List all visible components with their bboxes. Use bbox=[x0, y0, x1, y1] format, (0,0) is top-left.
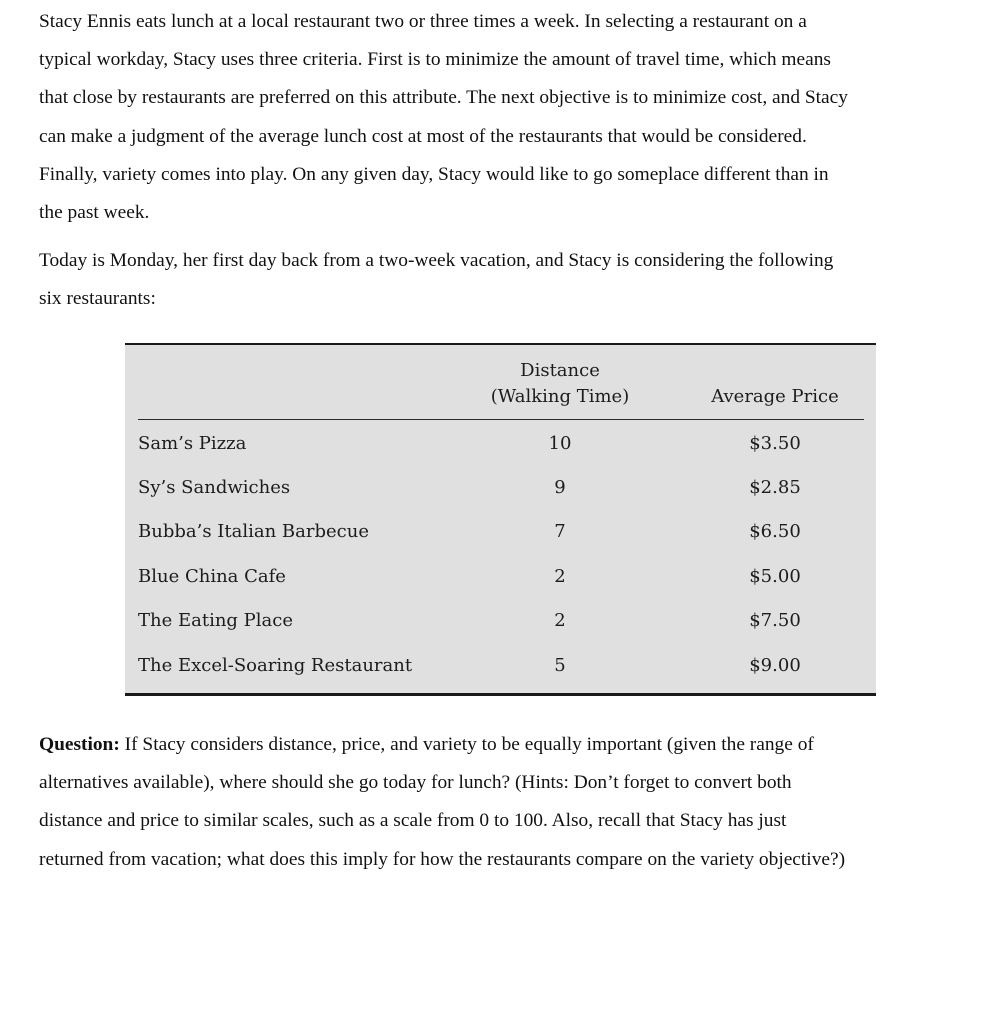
price-value: $7.50 bbox=[749, 610, 801, 631]
intro-paragraph bbox=[39, 3, 848, 232]
restaurant-name: Sy’s Sandwiches bbox=[138, 477, 291, 498]
header-distance-line1: Distance bbox=[520, 360, 600, 381]
distance-value: 9 bbox=[554, 477, 566, 498]
header-rule bbox=[138, 419, 864, 420]
price-value: $2.85 bbox=[749, 477, 801, 498]
header-distance bbox=[465, 358, 655, 410]
question-line: distance and price to similar scales, such as a scale from 0 to 100. Also, recall that Stacy has just bbox=[39, 810, 787, 832]
restaurant-name: Sam’s Pizza bbox=[138, 433, 247, 454]
price-value: $6.50 bbox=[749, 521, 801, 542]
price-value: $3.50 bbox=[749, 433, 801, 454]
question-line bbox=[39, 726, 845, 764]
question-paragraph bbox=[39, 726, 845, 879]
price-value: $5.00 bbox=[749, 566, 801, 587]
intro-line: can make a judgment of the average lunch cost at most of the restaurants that would be considered. bbox=[39, 125, 807, 147]
intro-line: the past week. bbox=[39, 202, 150, 224]
question-first-line-text: If Stacy considers distance, price, and variety to be equally important (given the range of bbox=[119, 734, 814, 755]
setup-line: Today is Monday, her first day back from a two-week vacation, and Stacy is considering the following bbox=[39, 250, 834, 271]
distance-value: 2 bbox=[554, 566, 566, 587]
intro-line: that close by restaurants are preferred on this attribute. The next objective is to minimize cost, and Stacy bbox=[39, 87, 848, 109]
distance-value: 5 bbox=[554, 655, 566, 676]
distance-value: 2 bbox=[554, 610, 566, 631]
header-average-price: Average Price bbox=[711, 386, 839, 407]
restaurant-name: The Eating Place bbox=[138, 610, 294, 631]
table-row bbox=[125, 517, 876, 547]
restaurant-name: The Excel-Soaring Restaurant bbox=[138, 655, 413, 676]
restaurant-name: Blue China Cafe bbox=[138, 566, 286, 587]
intro-line: Finally, variety comes into play. On any given day, Stacy would like to go someplace different than in bbox=[39, 163, 829, 185]
table-row bbox=[125, 429, 876, 459]
table-row bbox=[125, 562, 876, 592]
table-row bbox=[125, 606, 876, 636]
table-row bbox=[125, 651, 876, 681]
setup-line: six restaurants: bbox=[39, 288, 156, 310]
restaurant-name: Bubba’s Italian Barbecue bbox=[138, 521, 369, 542]
intro-line: Stacy Ennis eats lunch at a local restaurant two or three times a week. In selecting a restaurant on a bbox=[39, 11, 807, 32]
question-line: returned from vacation; what does this imply for how the restaurants compare on the variety objective?) bbox=[39, 848, 846, 870]
price-value: $9.00 bbox=[749, 655, 801, 676]
restaurant-table bbox=[125, 343, 876, 696]
intro-line: typical workday, Stacy uses three criteria. First is to minimize the amount of travel time, which means bbox=[39, 49, 831, 71]
question-label: Question: bbox=[39, 734, 120, 755]
distance-value: 10 bbox=[548, 433, 572, 454]
table-row bbox=[125, 473, 876, 503]
setup-paragraph bbox=[39, 242, 833, 318]
question-line: alternatives available), where should she go today for lunch? (Hints: Don’t forget to convert both bbox=[39, 772, 792, 794]
distance-value: 7 bbox=[554, 521, 566, 542]
header-distance-line2: (Walking Time) bbox=[490, 386, 630, 407]
